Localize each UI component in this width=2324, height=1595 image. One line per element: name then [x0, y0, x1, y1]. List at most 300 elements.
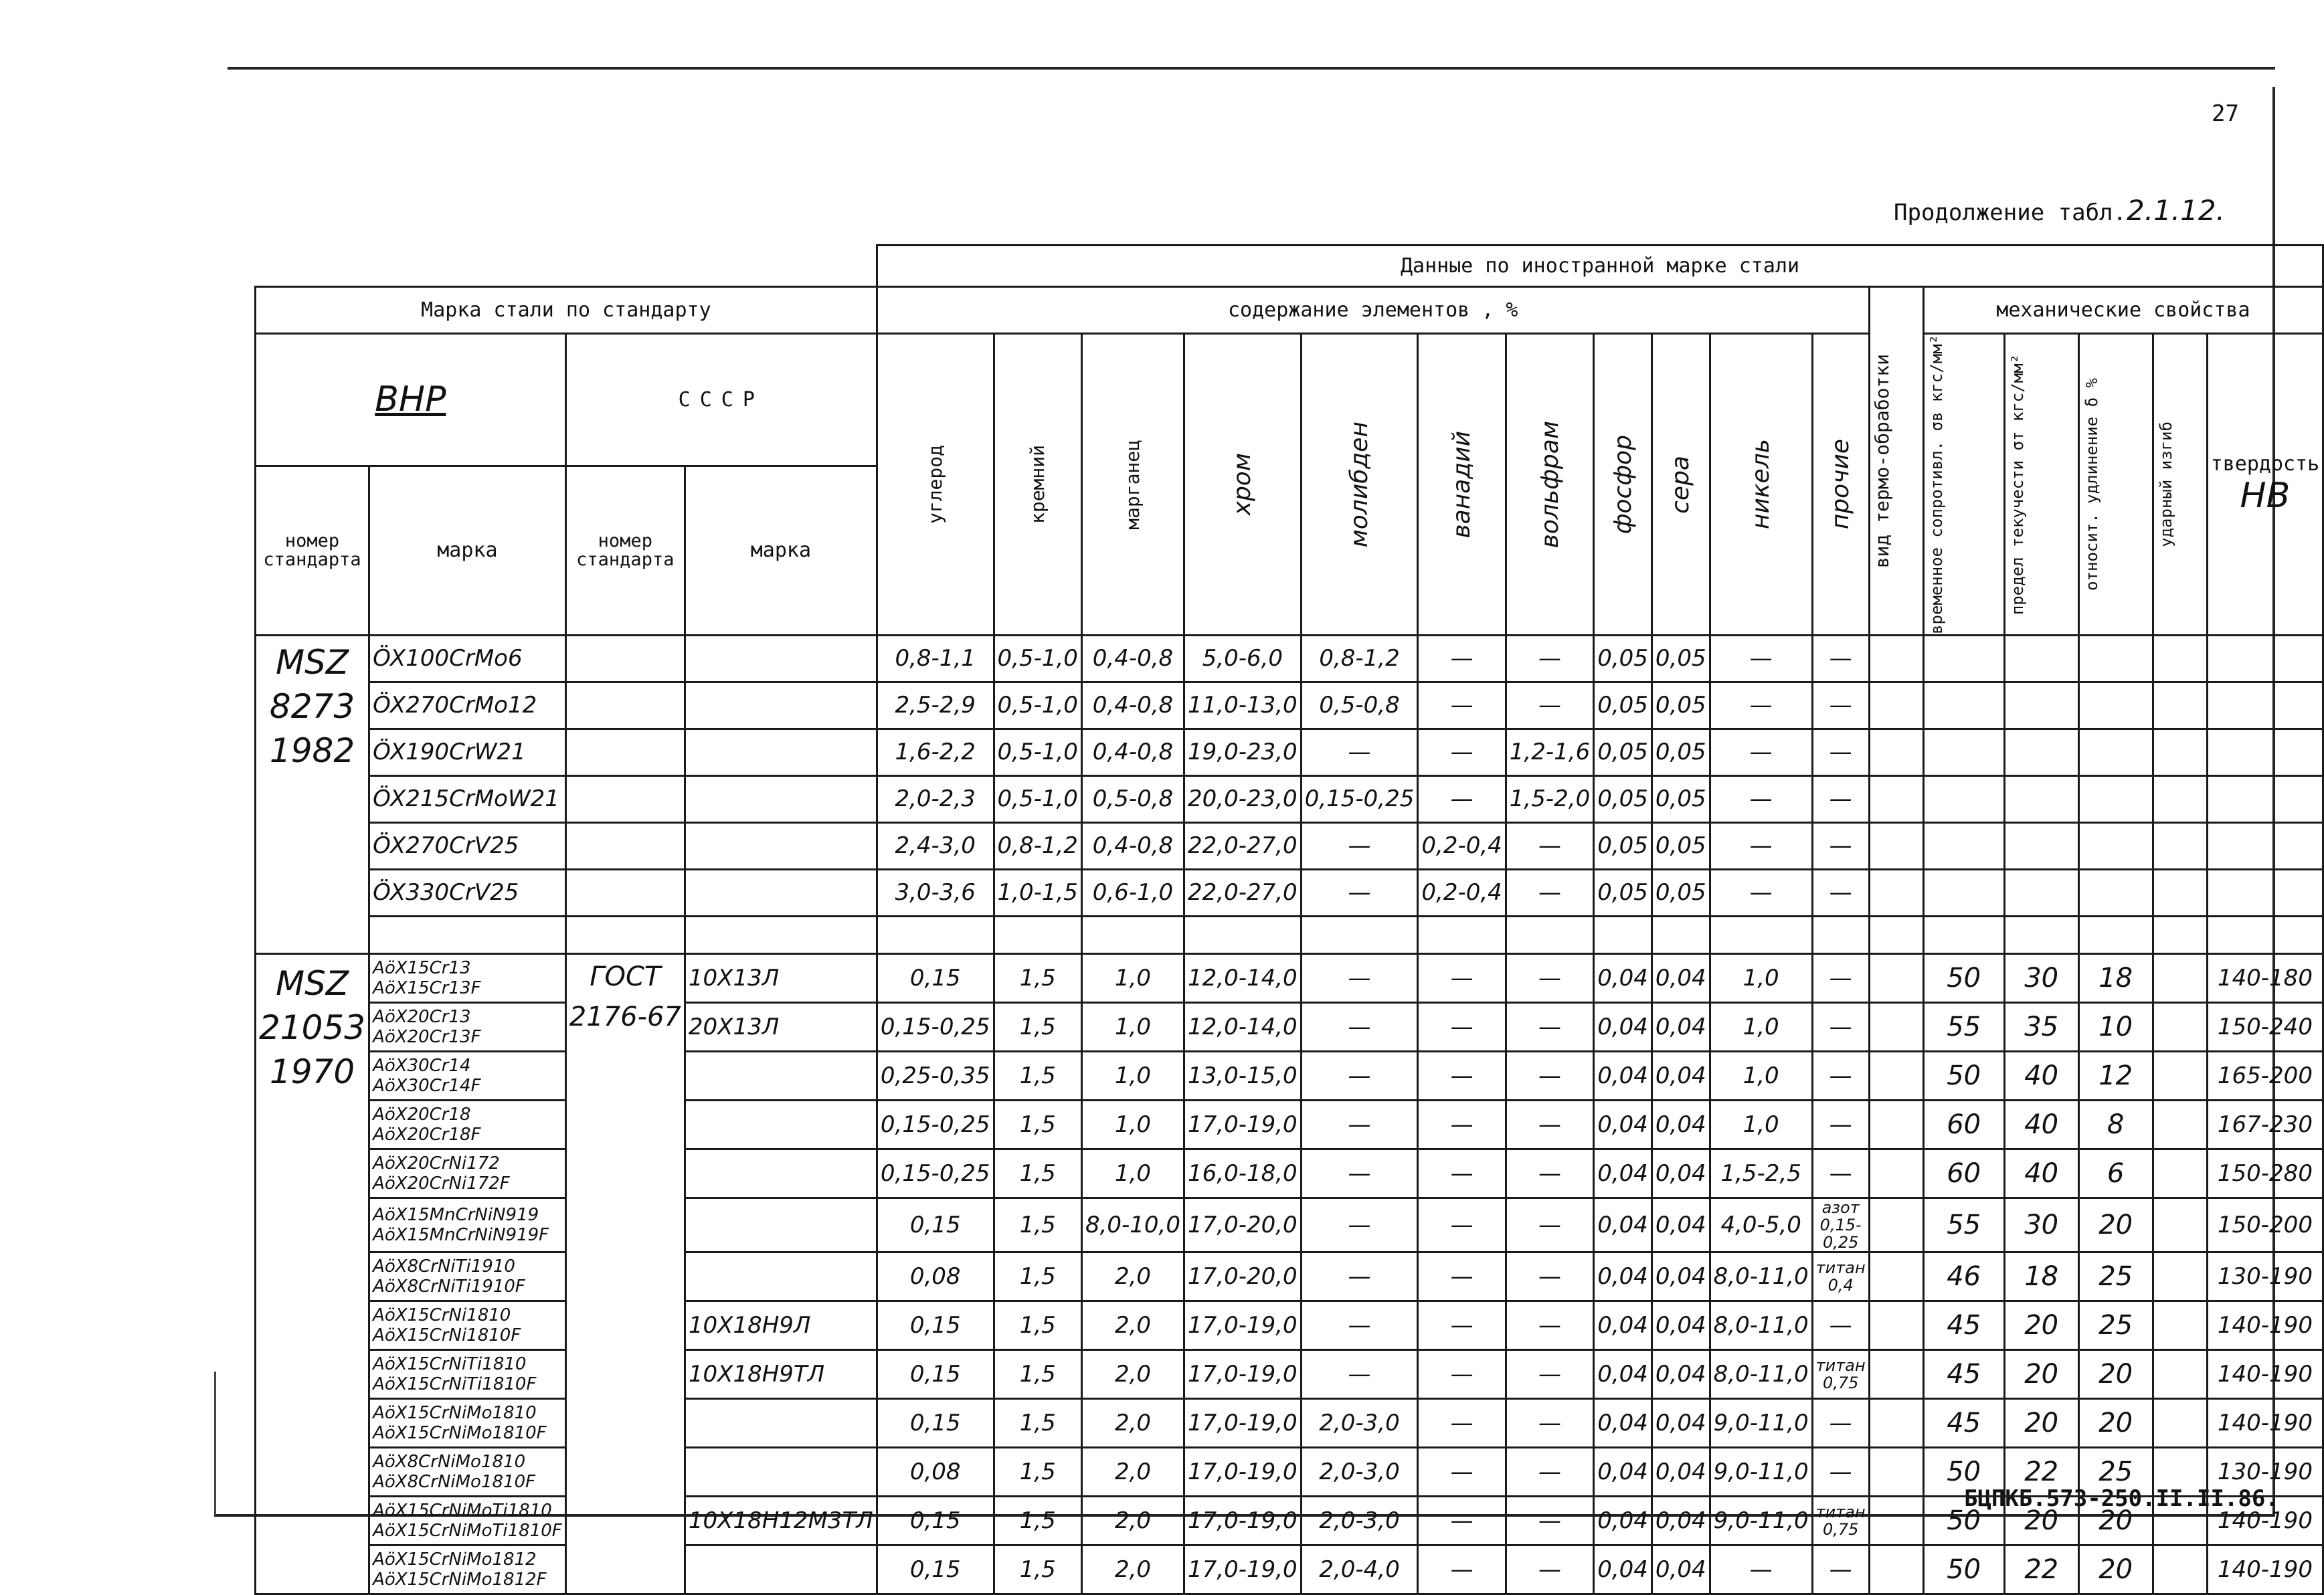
value-p: 0,04 — [1594, 1149, 1652, 1198]
impact-cell — [2153, 1301, 2207, 1349]
group2-row — [256, 1447, 2323, 1496]
value-p: 0,04 — [1594, 1398, 1652, 1447]
value-si: 0,5-1,0 — [994, 635, 1081, 682]
value-mn: 2,0 — [1081, 1301, 1184, 1349]
value-other: титан 0,75 — [1812, 1349, 1869, 1398]
value-other: — — [1812, 1447, 1869, 1496]
value-ni: — — [1710, 682, 1812, 729]
yield-cell: 18 — [2004, 1252, 2078, 1301]
value-v: — — [1418, 1051, 1506, 1100]
value-s: 0,04 — [1651, 1002, 1710, 1051]
blank-cell — [2207, 869, 2323, 916]
group1-row — [256, 775, 2323, 822]
header-row-3 — [256, 334, 2323, 466]
value-si: 1,5 — [994, 1198, 1081, 1252]
blank-cell — [877, 916, 994, 953]
elongation-cell: 18 — [2078, 953, 2153, 1002]
grade-cell: AöX8CrNiTi1910 AöX8CrNiTi1910F — [369, 1252, 566, 1301]
value-mn: 0,6-1,0 — [1081, 869, 1184, 916]
hardness-cell: 130-190 — [2207, 1447, 2323, 1496]
ussr-grade-cell — [685, 869, 877, 916]
value-w: — — [1506, 953, 1593, 1002]
value-w: — — [1506, 682, 1593, 729]
ussr-grade-cell — [685, 1545, 877, 1594]
value-ni: 8,0-11,0 — [1710, 1301, 1812, 1349]
elongation-cell: 10 — [2078, 1002, 2153, 1051]
blank-cell — [2153, 682, 2207, 729]
blank-cell — [2153, 635, 2207, 682]
value-cr: 22,0-27,0 — [1184, 822, 1302, 869]
value-mo: — — [1301, 1051, 1418, 1100]
tensile-cell: 60 — [1923, 1149, 2004, 1198]
value-mn: 1,0 — [1081, 1051, 1184, 1100]
value-cr: 17,0-19,0 — [1184, 1496, 1302, 1545]
value-mo: 0,5-0,8 — [1301, 682, 1418, 729]
value-w: 1,5-2,0 — [1506, 775, 1593, 822]
value-ni: 9,0-11,0 — [1710, 1447, 1812, 1496]
grade-cell: AöX20Cr18 AöX20Cr18F — [369, 1100, 566, 1149]
blank-cell — [1923, 916, 2004, 953]
el-mo: молибден — [1301, 334, 1418, 636]
blank-cell — [1869, 682, 1923, 729]
value-s: 0,04 — [1651, 1100, 1710, 1149]
value-p: 0,05 — [1594, 729, 1652, 775]
value-mo: — — [1301, 1100, 1418, 1149]
impact-cell — [2153, 1002, 2207, 1051]
value-cr: 17,0-19,0 — [1184, 1545, 1302, 1594]
blank-cell — [1869, 729, 1923, 775]
value-mn: 0,4-0,8 — [1081, 822, 1184, 869]
ussr-header: СССР — [565, 334, 877, 466]
value-s: 0,04 — [1651, 1301, 1710, 1349]
yield-cell: 20 — [2004, 1398, 2078, 1447]
blank-cell — [2004, 822, 2078, 869]
hardness-cell: 150-240 — [2207, 1002, 2323, 1051]
value-other: — — [1812, 1051, 1869, 1100]
value-other: — — [1812, 822, 1869, 869]
value-cr: 17,0-19,0 — [1184, 1398, 1302, 1447]
value-other: — — [1812, 1398, 1869, 1447]
ussr-grade-cell — [685, 1252, 877, 1301]
hardness-cell: 140-190 — [2207, 1496, 2323, 1545]
value-ni: — — [1710, 635, 1812, 682]
value-si: 1,5 — [994, 1349, 1081, 1398]
hardness-cell: 140-190 — [2207, 1398, 2323, 1447]
value-mo: — — [1301, 1252, 1418, 1301]
value-p: 0,05 — [1594, 869, 1652, 916]
value-ni: 8,0-11,0 — [1710, 1349, 1812, 1398]
heat-treatment-cell — [1869, 1002, 1923, 1051]
value-mo: — — [1301, 1002, 1418, 1051]
grade-cell: AöX30Cr14 AöX30Cr14F — [369, 1051, 566, 1100]
yield-cell: 22 — [2004, 1545, 2078, 1594]
value-v: — — [1418, 953, 1506, 1002]
blank-cell — [2207, 775, 2323, 822]
blank-cell — [369, 916, 566, 953]
tensile-header: временное сопротивл. σв кгс/мм² — [1923, 334, 2004, 636]
heat-treatment-cell — [1869, 1545, 1923, 1594]
yield-cell: 22 — [2004, 1447, 2078, 1496]
blank-cell — [2078, 635, 2153, 682]
group1-row — [256, 635, 2323, 682]
value-cr: 17,0-19,0 — [1184, 1349, 1302, 1398]
tensile-cell: 55 — [1923, 1002, 2004, 1051]
grade-cell: AöX15CrNi1810 AöX15CrNi1810F — [369, 1301, 566, 1349]
blank-cell — [2207, 729, 2323, 775]
group2-row — [256, 1002, 2323, 1051]
value-p: 0,05 — [1594, 635, 1652, 682]
value-w: — — [1506, 1398, 1593, 1447]
value-si: 1,5 — [994, 1447, 1081, 1496]
value-p: 0,04 — [1594, 1100, 1652, 1149]
value-s: 0,05 — [1651, 635, 1710, 682]
page-number: 27 — [2212, 100, 2239, 127]
value-v: — — [1418, 1545, 1506, 1594]
elongation-cell: 25 — [2078, 1447, 2153, 1496]
impact-header: ударный изгиб — [2153, 334, 2207, 636]
steel-grade-header: Марка стали по стандарту — [256, 287, 877, 334]
value-mo: — — [1301, 1349, 1418, 1398]
value-c: 0,15-0,25 — [877, 1002, 994, 1051]
blank-cell — [2004, 869, 2078, 916]
value-c: 0,15 — [877, 1545, 994, 1594]
value-cr: 12,0-14,0 — [1184, 1002, 1302, 1051]
blank-cell — [1184, 916, 1302, 953]
tensile-cell: 46 — [1923, 1252, 2004, 1301]
value-other: — — [1812, 682, 1869, 729]
elongation-cell: 25 — [2078, 1252, 2153, 1301]
blank-cell — [2207, 822, 2323, 869]
value-other: — — [1812, 953, 1869, 1002]
value-other: — — [1812, 1545, 1869, 1594]
value-si: 1,5 — [994, 1051, 1081, 1100]
value-v: — — [1418, 635, 1506, 682]
yield-header: предел текучести σт кгс/мм² — [2004, 334, 2078, 636]
yield-cell: 40 — [2004, 1051, 2078, 1100]
blank-cell — [2207, 682, 2323, 729]
yield-cell: 35 — [2004, 1002, 2078, 1051]
value-p: 0,05 — [1594, 775, 1652, 822]
tensile-cell: 50 — [1923, 1496, 2004, 1545]
value-mn: 2,0 — [1081, 1496, 1184, 1545]
blank-cell — [1651, 916, 1710, 953]
ussr-std-cell — [565, 635, 685, 682]
bhp-grade-header: марка — [369, 466, 566, 635]
value-w: — — [1506, 1301, 1593, 1349]
value-w: — — [1506, 635, 1593, 682]
value-c: 2,0-2,3 — [877, 775, 994, 822]
blank-cell — [1923, 729, 2004, 775]
group2-row — [256, 1149, 2323, 1198]
value-other: — — [1812, 729, 1869, 775]
blank-cell — [2153, 729, 2207, 775]
tensile-cell: 45 — [1923, 1398, 2004, 1447]
ussr-std-cell — [565, 822, 685, 869]
grade-cell: AöX15MnCrNiN919 AöX15MnCrNiN919F — [369, 1198, 566, 1252]
header-row-1 — [256, 246, 2323, 287]
blank-cell — [1506, 916, 1593, 953]
value-other: азот 0,15-0,25 — [1812, 1198, 1869, 1252]
value-cr: 17,0-19,0 — [1184, 1301, 1302, 1349]
bhp-std-number-header: номер стандарта — [256, 466, 369, 635]
value-mn: 0,4-0,8 — [1081, 635, 1184, 682]
value-v: — — [1418, 729, 1506, 775]
blank-cell — [1869, 822, 1923, 869]
value-si: 0,8-1,2 — [994, 822, 1081, 869]
elongation-cell: 8 — [2078, 1100, 2153, 1149]
content-header: содержание элементов , % — [877, 287, 1869, 334]
steel-grades-table — [254, 244, 2324, 1595]
value-mo: 2,0-4,0 — [1301, 1545, 1418, 1594]
grade-cell: AöX15CrNiTi1810 AöX15CrNiTi1810F — [369, 1349, 566, 1398]
value-cr: 13,0-15,0 — [1184, 1051, 1302, 1100]
yield-cell: 40 — [2004, 1149, 2078, 1198]
grade-cell: ÖX270CrMo12 — [369, 682, 566, 729]
value-si: 0,5-1,0 — [994, 729, 1081, 775]
impact-cell — [2153, 1496, 2207, 1545]
value-si: 0,5-1,0 — [994, 682, 1081, 729]
group2-row — [256, 1545, 2323, 1594]
group2-row — [256, 1398, 2323, 1447]
value-mn: 2,0 — [1081, 1349, 1184, 1398]
value-w: — — [1506, 1447, 1593, 1496]
value-c: 0,8-1,1 — [877, 635, 994, 682]
value-s: 0,04 — [1651, 1496, 1710, 1545]
grade-cell: ÖX330CrV25 — [369, 869, 566, 916]
value-ni: 9,0-11,0 — [1710, 1398, 1812, 1447]
value-ni: — — [1710, 775, 1812, 822]
el-ni: никель — [1710, 334, 1812, 636]
blank-cell — [1923, 869, 2004, 916]
value-c: 0,15 — [877, 1301, 994, 1349]
value-other: — — [1812, 869, 1869, 916]
value-s: 0,04 — [1651, 1149, 1710, 1198]
value-mn: 0,4-0,8 — [1081, 729, 1184, 775]
value-ni: 9,0-11,0 — [1710, 1496, 1812, 1545]
value-c: 0,15 — [877, 1349, 994, 1398]
value-cr: 12,0-14,0 — [1184, 953, 1302, 1002]
hardness-cell: 130-190 — [2207, 1252, 2323, 1301]
value-w: 1,2-1,6 — [1506, 729, 1593, 775]
group2-row — [256, 1301, 2323, 1349]
value-cr: 17,0-19,0 — [1184, 1100, 1302, 1149]
value-w: — — [1506, 869, 1593, 916]
value-mo: 2,0-3,0 — [1301, 1447, 1418, 1496]
value-si: 1,5 — [994, 1545, 1081, 1594]
ussr-std-number-header: номер стандарта — [565, 466, 685, 635]
blank-cell — [2004, 775, 2078, 822]
elongation-cell: 20 — [2078, 1545, 2153, 1594]
hardness-cell: 140-190 — [2207, 1545, 2323, 1594]
blank-cell — [2078, 869, 2153, 916]
group1-std: MSZ 8273 1982 — [256, 635, 369, 953]
value-mn: 1,0 — [1081, 1149, 1184, 1198]
group2-row — [256, 1198, 2323, 1252]
blank-cell — [2153, 916, 2207, 953]
value-v: — — [1418, 1349, 1506, 1398]
value-ni: 1,0 — [1710, 1100, 1812, 1149]
value-other: — — [1812, 1002, 1869, 1051]
mech-props-header: механические свойства — [1923, 287, 2323, 334]
value-s: 0,04 — [1651, 1545, 1710, 1594]
corner-blank — [256, 246, 877, 287]
value-si: 1,5 — [994, 1398, 1081, 1447]
heat-treatment-cell — [1869, 1349, 1923, 1398]
grade-cell: ÖX100CrMo6 — [369, 635, 566, 682]
grade-cell: ÖX270CrV25 — [369, 822, 566, 869]
value-c: 2,5-2,9 — [877, 682, 994, 729]
blank-cell — [565, 916, 685, 953]
value-ni: 1,5-2,5 — [1710, 1149, 1812, 1198]
blank-cell — [2153, 775, 2207, 822]
value-v: — — [1418, 1447, 1506, 1496]
heat-treatment-cell — [1869, 1198, 1923, 1252]
value-si: 0,5-1,0 — [994, 775, 1081, 822]
value-c: 0,25-0,35 — [877, 1051, 994, 1100]
blank-cell — [1081, 916, 1184, 953]
elongation-cell: 20 — [2078, 1198, 2153, 1252]
value-cr: 22,0-27,0 — [1184, 869, 1302, 916]
value-c: 0,08 — [877, 1447, 994, 1496]
tensile-cell: 50 — [1923, 1545, 2004, 1594]
impact-cell — [2153, 1398, 2207, 1447]
value-s: 0,05 — [1651, 869, 1710, 916]
ussr-grade-cell — [685, 1447, 877, 1496]
ussr-grade-cell: 10Х18Н9ТЛ — [685, 1349, 877, 1398]
value-si: 1,5 — [994, 1496, 1081, 1545]
value-mo: 2,0-3,0 — [1301, 1398, 1418, 1447]
value-mo: — — [1301, 953, 1418, 1002]
blank-cell — [2078, 822, 2153, 869]
ussr-grade-cell — [685, 1149, 877, 1198]
blank-cell — [2207, 916, 2323, 953]
value-cr: 19,0-23,0 — [1184, 729, 1302, 775]
blank-cell — [2004, 682, 2078, 729]
el-si: кремний — [994, 334, 1081, 636]
hardness-cell: 140-180 — [2207, 953, 2323, 1002]
elongation-cell: 20 — [2078, 1496, 2153, 1545]
yield-cell: 20 — [2004, 1349, 2078, 1398]
ussr-std-cell — [565, 869, 685, 916]
table-continuation — [1894, 194, 2225, 227]
el-mn: марганец — [1081, 334, 1184, 636]
value-cr: 17,0-20,0 — [1184, 1198, 1302, 1252]
value-c: 3,0-3,6 — [877, 869, 994, 916]
ussr-grade-cell — [685, 1100, 877, 1149]
value-s: 0,05 — [1651, 682, 1710, 729]
value-other: — — [1812, 1100, 1869, 1149]
top-rule — [228, 67, 2275, 70]
value-c: 2,4-3,0 — [877, 822, 994, 869]
value-si: 1,5 — [994, 1301, 1081, 1349]
yield-cell: 30 — [2004, 953, 2078, 1002]
header-row-2 — [256, 287, 2323, 334]
value-w: — — [1506, 1198, 1593, 1252]
ussr-grade-cell: 10Х13Л — [685, 953, 877, 1002]
el-c: углерод — [877, 334, 994, 636]
group2-row — [256, 953, 2323, 1002]
value-mn: 0,4-0,8 — [1081, 682, 1184, 729]
impact-cell — [2153, 1100, 2207, 1149]
blank-cell — [2078, 775, 2153, 822]
el-p: фосфор — [1594, 334, 1652, 636]
yield-cell: 20 — [2004, 1496, 2078, 1545]
heat-treatment-cell — [1869, 1051, 1923, 1100]
value-mo: — — [1301, 1301, 1418, 1349]
el-w: вольфрам — [1506, 334, 1593, 636]
group2-std: MSZ 21053 1970 — [256, 953, 369, 1594]
value-c: 0,15 — [877, 1496, 994, 1545]
blank-cell — [1710, 916, 1812, 953]
ussr-grade-cell — [685, 682, 877, 729]
ussr-grade-header: марка — [685, 466, 877, 635]
value-cr: 20,0-23,0 — [1184, 775, 1302, 822]
value-w: — — [1506, 1545, 1593, 1594]
value-p: 0,04 — [1594, 1447, 1652, 1496]
ussr-std-cell — [565, 729, 685, 775]
blank-cell — [1301, 916, 1418, 953]
grade-cell: AöX15CrNiMo1812 AöX15CrNiMo1812F — [369, 1545, 566, 1594]
group1-row — [256, 729, 2323, 775]
heat-treatment-cell — [1869, 1252, 1923, 1301]
value-w: — — [1506, 1349, 1593, 1398]
value-v: — — [1418, 1398, 1506, 1447]
heat-treatment-cell — [1869, 1100, 1923, 1149]
value-s: 0,05 — [1651, 729, 1710, 775]
group2-row — [256, 1496, 2323, 1545]
yield-cell: 40 — [2004, 1100, 2078, 1149]
value-v: — — [1418, 1301, 1506, 1349]
value-c: 0,15 — [877, 1198, 994, 1252]
group2-row — [256, 1252, 2323, 1301]
ussr-grade-cell — [685, 1398, 877, 1447]
value-si: 1,0-1,5 — [994, 869, 1081, 916]
ussr-grade-cell — [685, 1051, 877, 1100]
blank-cell — [2004, 916, 2078, 953]
impact-cell — [2153, 1447, 2207, 1496]
blank-cell — [1923, 635, 2004, 682]
value-si: 1,5 — [994, 1252, 1081, 1301]
value-w: — — [1506, 1496, 1593, 1545]
ussr-std-cell — [565, 775, 685, 822]
value-cr: 11,0-13,0 — [1184, 682, 1302, 729]
hardness-label: твердость — [2210, 452, 2320, 476]
grade-cell: ÖX215CrMoW21 — [369, 775, 566, 822]
value-c: 0,08 — [877, 1252, 994, 1301]
ussr-grade-cell: 10Х18Н9Л — [685, 1301, 877, 1349]
ussr-grade-cell: 10Х18Н12М3ТЛ — [685, 1496, 877, 1545]
value-other: — — [1812, 635, 1869, 682]
value-ni: — — [1710, 729, 1812, 775]
ussr-grade-cell: 20Х13Л — [685, 1002, 877, 1051]
value-ni: 1,0 — [1710, 1051, 1812, 1100]
value-ni: — — [1710, 869, 1812, 916]
value-w: — — [1506, 1002, 1593, 1051]
value-s: 0,04 — [1651, 1447, 1710, 1496]
group1-row — [256, 822, 2323, 869]
ussr-std-cell: ГОСТ 2176-67 — [565, 953, 685, 1594]
blank-cell — [2004, 729, 2078, 775]
impact-cell — [2153, 1051, 2207, 1100]
value-mn: 1,0 — [1081, 1002, 1184, 1051]
value-ni: 8,0-11,0 — [1710, 1252, 1812, 1301]
ussr-grade-cell — [685, 822, 877, 869]
heat-treatment-cell — [1869, 953, 1923, 1002]
value-s: 0,04 — [1651, 1349, 1710, 1398]
blank-cell — [2153, 822, 2207, 869]
value-w: — — [1506, 1100, 1593, 1149]
value-mo: — — [1301, 1149, 1418, 1198]
